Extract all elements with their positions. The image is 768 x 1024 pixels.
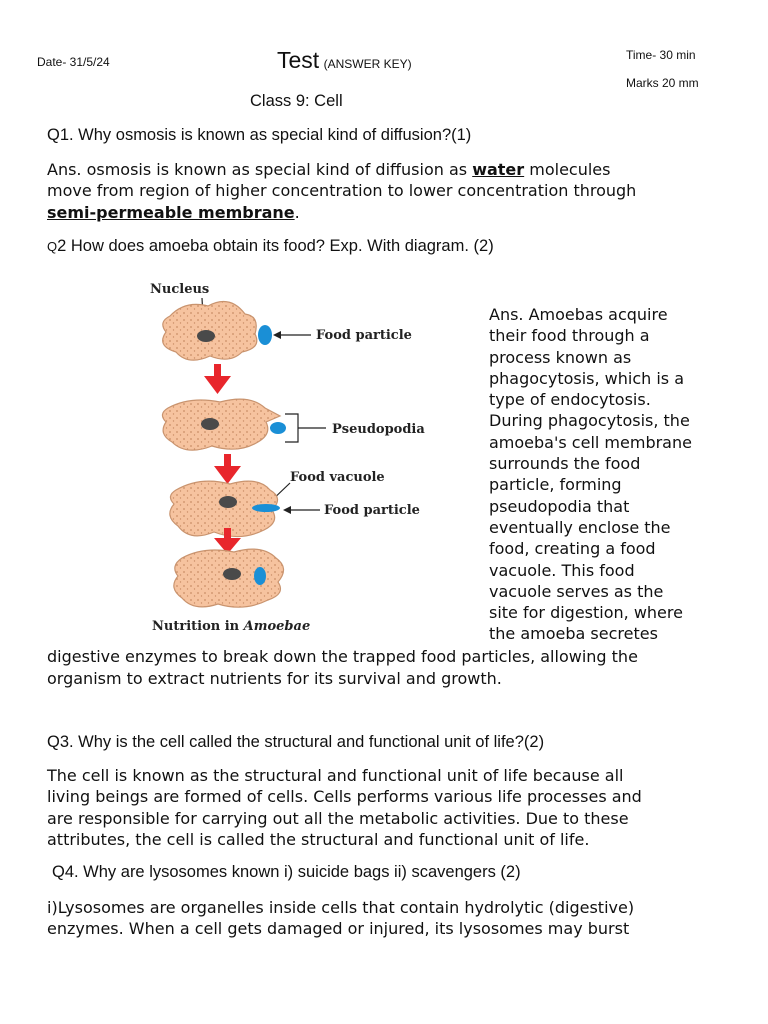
label-food-particle-1: Food particle xyxy=(316,328,412,343)
q2-answer-line: amoeba's cell membrane xyxy=(489,432,692,452)
q2-answer-line: food, creating a food xyxy=(489,539,656,559)
q2-answer-line: site for digestion, where xyxy=(489,603,683,623)
q2-question-text: 2 How does amoeba obtain its food? Exp. With diagram. (2) xyxy=(57,237,494,255)
q1-question: Q1. Why osmosis is known as special kind of diffusion?(1) xyxy=(47,126,472,144)
food-particle-2 xyxy=(270,422,286,434)
amoeba-nutrition-diagram xyxy=(140,276,470,638)
food-particle-3 xyxy=(252,504,280,512)
food-particle-4 xyxy=(254,567,266,585)
marks-text: Marks 20 mm xyxy=(626,76,699,90)
label-pseudopodia: Pseudopodia xyxy=(332,422,425,437)
q2-answer-line: type of endocytosis. xyxy=(489,390,651,410)
q2-answer-line: vacuole serves as the xyxy=(489,581,664,601)
arrow-down-2 xyxy=(214,454,241,484)
q1-keyword-water: water xyxy=(472,160,525,179)
label-food-vacuole: Food vacuole xyxy=(290,470,385,485)
nucleus-1 xyxy=(197,330,215,342)
q2-answer-line: process known as xyxy=(489,347,632,367)
label-nucleus: Nucleus xyxy=(150,282,210,297)
q1-ans-text: Ans. osmosis is known as special kind of diffusion as xyxy=(47,160,473,179)
q2-answer-line: Ans. Amoebas acquire xyxy=(489,305,668,324)
amoeba-stage-1 xyxy=(163,302,257,361)
time-text: Time- 30 min xyxy=(626,48,696,62)
q2-answer-column xyxy=(489,304,734,645)
amoeba-stage-2 xyxy=(162,399,280,450)
q2-prefix: Q xyxy=(47,239,58,254)
q3-answer-line: are responsible for carrying out all the metabolic activities. Due to these xyxy=(47,808,629,828)
q1-answer-line1 xyxy=(47,159,610,180)
label-food-particle-2: Food particle xyxy=(324,503,420,518)
amoeba-stage-4 xyxy=(174,549,284,607)
q4-question: Q4. Why are lysosomes known i) suicide bags ii) scavengers (2) xyxy=(52,863,521,881)
q3-answer-line: attributes, the cell is called the structural and functional unit of life. xyxy=(47,829,590,849)
q2-answer-line: eventually enclose the xyxy=(489,517,671,537)
q3-answer-line: living beings are formed of cells. Cells performs various life processes and xyxy=(47,787,642,807)
class-line: Class 9: Cell xyxy=(250,92,343,110)
q2-answer-line: the amoeba secretes xyxy=(489,624,658,644)
q1-ans-text2: molecules xyxy=(524,160,611,179)
q2-answer-cont1: digestive enzymes to break down the trapped food particles, allowing the xyxy=(47,647,638,666)
q2-answer-line: particle, forming xyxy=(489,475,622,495)
page-title xyxy=(277,47,412,74)
q2-answer-line: phagocytosis, which is a xyxy=(489,368,685,388)
q3-question: Q3. Why is the cell called the structural and functional unit of life?(2) xyxy=(47,733,545,751)
food-particle-1 xyxy=(258,325,272,345)
diagram-caption: Nutrition in Amoebae xyxy=(152,619,311,634)
q2-answer-line: pseudopodia that xyxy=(489,496,630,516)
q1-answer-line2: move from region of higher concentration to lower concentration through xyxy=(47,181,637,200)
q2-answer-cont2: organism to extract nutrients for its survival and growth. xyxy=(47,669,502,688)
q2-question xyxy=(47,237,494,256)
q1-answer-line3 xyxy=(47,202,300,223)
q1-ans-end: . xyxy=(294,203,300,222)
q1-keyword-membrane: semi-permeable membrane xyxy=(47,203,295,222)
title-sub: (ANSWER KEY) xyxy=(323,57,412,71)
q2-answer-line: During phagocytosis, the xyxy=(489,411,690,431)
q2-answer-line: surrounds the food xyxy=(489,454,641,474)
q4-answer xyxy=(47,897,634,940)
q2-answer-line: vacuole. This food xyxy=(489,560,635,580)
q3-answer-line: The cell is known as the structural and functional unit of life because all xyxy=(47,766,624,785)
arrow-down-1 xyxy=(204,364,231,394)
title-main: Test xyxy=(277,47,320,73)
q3-answer xyxy=(47,765,642,850)
q4-answer-line: i)Lysosomes are organelles inside cells that contain hydrolytic (digestive) xyxy=(47,898,635,917)
q4-answer-line: enzymes. When a cell gets damaged or injured, its lysosomes may burst xyxy=(47,919,630,939)
date-text: Date- 31/5/24 xyxy=(37,55,110,69)
q2-answer-line: their food through a xyxy=(489,326,650,346)
